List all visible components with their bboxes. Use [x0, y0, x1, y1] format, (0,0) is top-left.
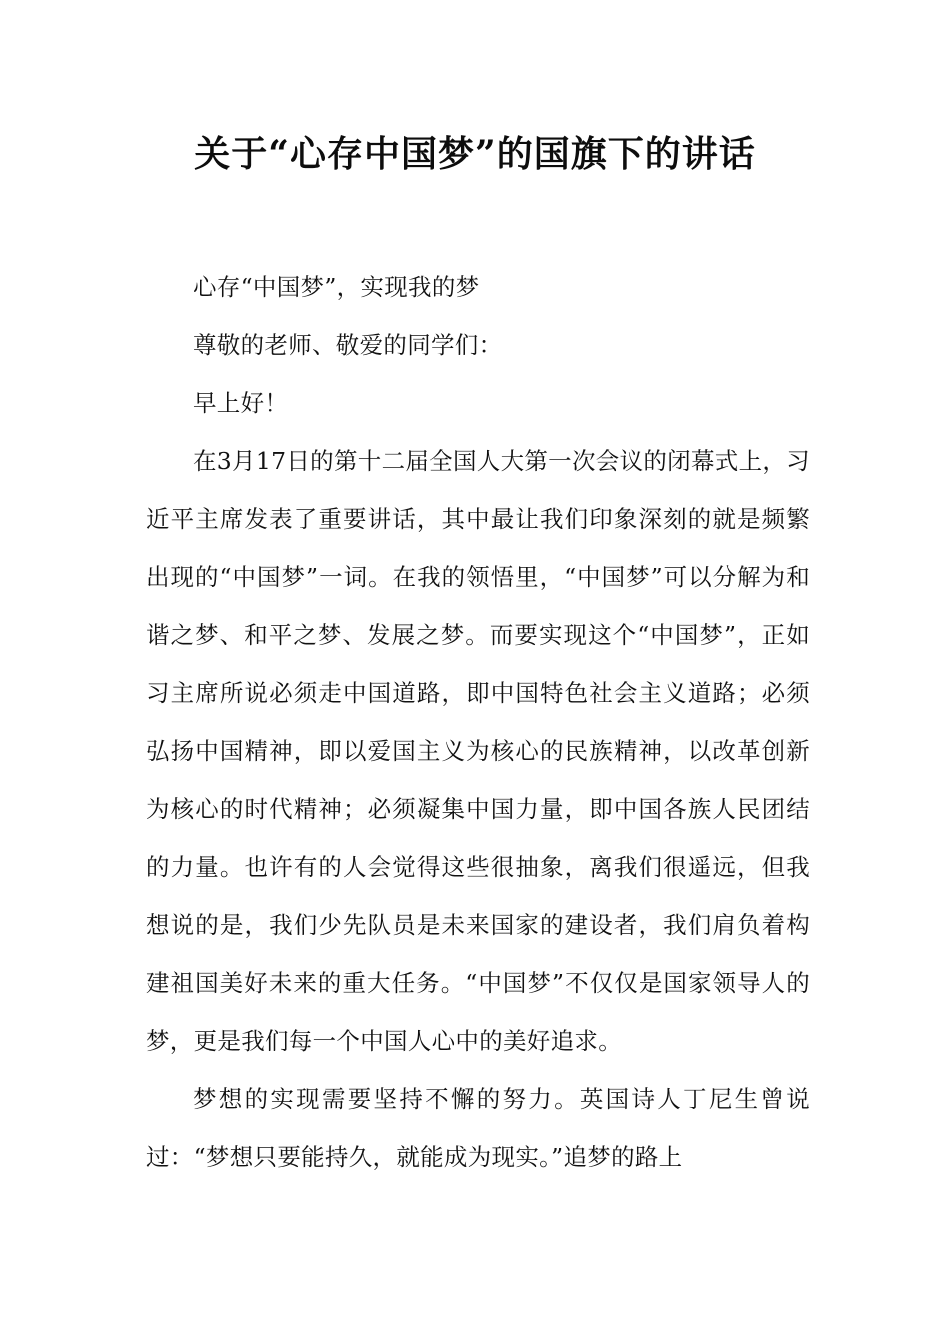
- body-paragraph: 在3月17日的第十二届全国人大第一次会议的闭幕式上，习近平主席发表了重要讲话，其中最让我们印象深刻的就是频繁出现的“中国梦”一词。在我的领悟里，“中国梦”可以分解为和谐之梦、和平之梦、发展之梦。而要实现这个“中国梦”，正如习主席所说必须走中国道路，即中国特色社会主义道路；必须弘扬中国精神，即以爱国主义为核心的民族精神，以改革创新为核心的时代精神；必须凝集中国力量，即中国各族人民团结的力量。也许有的人会觉得这些很抽象，离我们很遥远，但我想说的是，我们少先队员是未来国家的建设者，我们肩负着构建祖国美好未来的重大任务。“中国梦”不仅仅是国家领导人的梦，更是我们每一个中国人心中的美好追求。: [146, 447, 810, 1055]
- body-paragraph: 梦想的实现需要坚持不懈的努力。英国诗人丁尼生曾说过：“梦想只要能持久，就能成为现实。”追梦的路上: [146, 1085, 810, 1171]
- document-title: 关于“心存中国梦”的国旗下的讲话: [194, 133, 756, 175]
- greeting: 早上好！: [193, 389, 289, 417]
- document-body: [146, 258, 810, 1186]
- salutation: 尊敬的老师、敬爱的同学们：: [193, 331, 503, 359]
- speech-subtitle: 心存“中国梦”，实现我的梦: [193, 273, 480, 301]
